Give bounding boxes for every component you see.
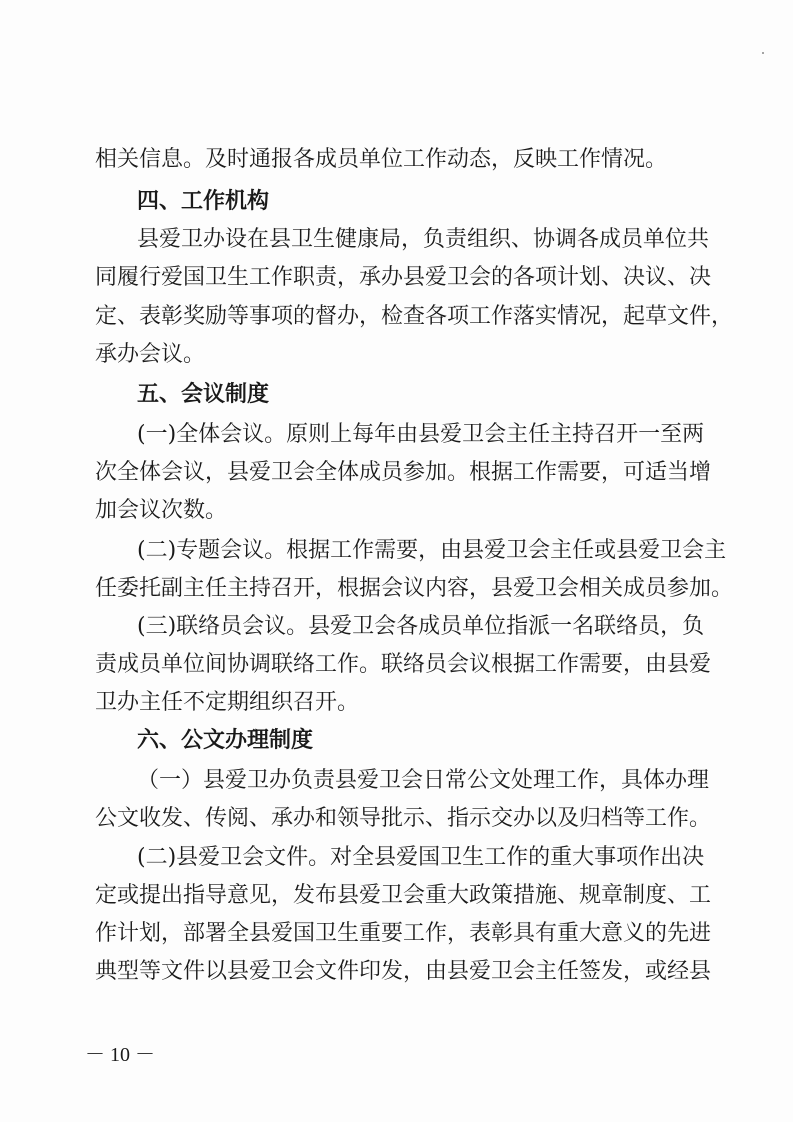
paragraph-line: 公文收发、传阅、承办和领导批示、指示交办以及归档等工作。 xyxy=(95,806,712,831)
paragraph-line: 典型等文件以县爱卫会文件印发，由县爱卫会主任签发，或经县 xyxy=(95,959,712,984)
paragraph-line: 定、表彰奖励等事项的督办，检查各项工作落实情况，起草文件， xyxy=(95,304,734,329)
scan-speck xyxy=(762,52,764,54)
paragraph-line: 任委托副主任主持召开，根据会议内容，县爱卫会相关成员参加。 xyxy=(95,576,734,601)
paragraph-line: 县爱卫办设在县卫生健康局，负责组织、协调各成员单位共 xyxy=(137,227,710,252)
paragraph-line: (二)县爱卫会文件。对全县爱国卫生工作的重大事项作出决 xyxy=(137,845,705,870)
section-heading-six: 六、公文办理制度 xyxy=(137,728,314,753)
paragraph-line: 定或提出指导意见，发布县爱卫会重大政策措施、规章制度、工 xyxy=(95,883,712,908)
paragraph-line: 承办会议。 xyxy=(95,342,206,367)
paragraph-line: （一）县爱卫办负责县爱卫会日常公文处理工作，具体办理 xyxy=(137,768,710,793)
paragraph-line: 卫办主任不定期组织召开。 xyxy=(95,690,360,715)
section-heading-four: 四、工作机构 xyxy=(137,189,270,214)
paragraph-line: 同履行爱国卫生工作职责，承办县爱卫会的各项计划、决议、决 xyxy=(95,265,712,290)
page-number: － 10 － xyxy=(85,1044,155,1066)
paragraph-line: 责成员单位间协调联络工作。联络员会议根据工作需要，由县爱 xyxy=(95,652,712,677)
paragraph-line: 相关信息。及时通报各成员单位工作动态，反映工作情况。 xyxy=(95,147,668,172)
paragraph-line: (二)专题会议。根据工作需要，由县爱卫会主任或县爱卫会主 xyxy=(137,538,727,563)
paragraph-line: 次全体会议，县爱卫会全体成员参加。根据工作需要，可适当增 xyxy=(95,460,712,485)
paragraph-line: (三)联络员会议。县爱卫会各成员单位指派一名联络员，负 xyxy=(137,614,705,639)
section-heading-five: 五、会议制度 xyxy=(137,382,270,407)
paragraph-line: (一)全体会议。原则上每年由县爱卫会主任主持召开一至两 xyxy=(137,422,705,447)
paragraph-line: 作计划，部署全县爱国卫生重要工作，表彰具有重大意义的先进 xyxy=(95,921,712,946)
paragraph-line: 加会议次数。 xyxy=(95,498,228,523)
